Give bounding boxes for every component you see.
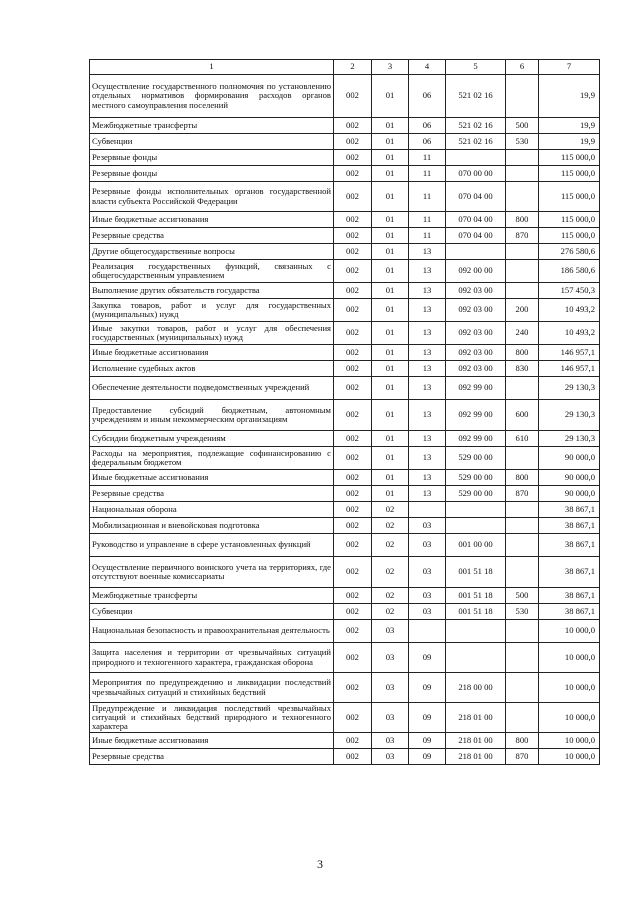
target-article-cell: 092 99 00 bbox=[446, 400, 506, 431]
code-cell: 002 bbox=[334, 322, 372, 345]
amount-cell: 10 000,0 bbox=[539, 620, 600, 643]
amount-cell: 115 000,0 bbox=[539, 228, 600, 244]
amount-cell: 10 493,2 bbox=[539, 322, 600, 345]
row-name-cell: Иные бюджетные ассигнования bbox=[90, 733, 334, 749]
amount-cell: 10 493,2 bbox=[539, 299, 600, 322]
row-name-cell: Исполнение судебных актов bbox=[90, 361, 334, 377]
table-row bbox=[90, 361, 600, 377]
subsection-cell: 13 bbox=[409, 377, 446, 400]
amount-cell: 146 957,1 bbox=[539, 361, 600, 377]
code-cell: 002 bbox=[334, 733, 372, 749]
column-header: 6 bbox=[506, 60, 539, 75]
row-name-cell: Резервные средства bbox=[90, 486, 334, 502]
target-article-cell: 218 01 00 bbox=[446, 733, 506, 749]
expense-type-cell bbox=[506, 703, 539, 733]
section-cell: 01 bbox=[372, 118, 409, 134]
amount-cell: 10 000,0 bbox=[539, 733, 600, 749]
column-header: 1 bbox=[90, 60, 334, 75]
subsection-cell: 09 bbox=[409, 733, 446, 749]
target-article-cell: 092 00 00 bbox=[446, 260, 506, 283]
target-article-cell: 218 01 00 bbox=[446, 703, 506, 733]
target-article-cell: 070 04 00 bbox=[446, 228, 506, 244]
row-name-cell: Субсидии бюджетным учреждениям bbox=[90, 431, 334, 447]
target-article-cell bbox=[446, 620, 506, 643]
code-cell: 002 bbox=[334, 620, 372, 643]
amount-cell: 10 000,0 bbox=[539, 703, 600, 733]
expense-type-cell: 530 bbox=[506, 604, 539, 620]
code-cell: 002 bbox=[334, 749, 372, 765]
row-name-cell: Иные бюджетные ассигнования bbox=[90, 212, 334, 228]
code-cell: 002 bbox=[334, 182, 372, 212]
expense-type-cell: 200 bbox=[506, 299, 539, 322]
amount-cell: 38 867,1 bbox=[539, 557, 600, 588]
row-name-cell: Субвенции bbox=[90, 604, 334, 620]
target-article-cell: 092 99 00 bbox=[446, 431, 506, 447]
column-header: 3 bbox=[372, 60, 409, 75]
column-header: 5 bbox=[446, 60, 506, 75]
column-header: 2 bbox=[334, 60, 372, 75]
target-article-cell: 529 00 00 bbox=[446, 447, 506, 470]
code-cell: 002 bbox=[334, 557, 372, 588]
amount-cell: 29 130,3 bbox=[539, 400, 600, 431]
subsection-cell: 13 bbox=[409, 260, 446, 283]
column-header: 4 bbox=[409, 60, 446, 75]
amount-cell: 29 130,3 bbox=[539, 431, 600, 447]
table-row bbox=[90, 431, 600, 447]
table-row bbox=[90, 620, 600, 643]
subsection-cell: 13 bbox=[409, 470, 446, 486]
section-cell: 01 bbox=[372, 470, 409, 486]
row-name-cell: Мероприятия по предупреждению и ликвидации последствий чрезвычайных ситуаций и стихийных бедствий bbox=[90, 673, 334, 703]
row-name-cell: Резервные средства bbox=[90, 228, 334, 244]
code-cell: 002 bbox=[334, 604, 372, 620]
row-name-cell: Резервные средства bbox=[90, 749, 334, 765]
code-cell: 002 bbox=[334, 400, 372, 431]
row-name-cell: Расходы на мероприятия, подлежащие софинансированию с федеральным бюджетом bbox=[90, 447, 334, 470]
table-row bbox=[90, 322, 600, 345]
row-name-cell: Резервные фонды исполнительных органов государственной власти субъекта Российской Федерации bbox=[90, 182, 334, 212]
code-cell: 002 bbox=[334, 212, 372, 228]
subsection-cell: 13 bbox=[409, 400, 446, 431]
expense-type-cell: 800 bbox=[506, 470, 539, 486]
section-cell: 03 bbox=[372, 620, 409, 643]
amount-cell: 146 957,1 bbox=[539, 345, 600, 361]
target-article-cell bbox=[446, 150, 506, 166]
section-cell: 01 bbox=[372, 486, 409, 502]
target-article-cell: 092 99 00 bbox=[446, 377, 506, 400]
amount-cell: 10 000,0 bbox=[539, 643, 600, 673]
section-cell: 01 bbox=[372, 377, 409, 400]
expense-type-cell bbox=[506, 283, 539, 299]
section-cell: 01 bbox=[372, 75, 409, 118]
expense-type-cell bbox=[506, 75, 539, 118]
table-row bbox=[90, 377, 600, 400]
amount-cell: 19,9 bbox=[539, 134, 600, 150]
table-row bbox=[90, 604, 600, 620]
code-cell: 002 bbox=[334, 75, 372, 118]
expense-type-cell bbox=[506, 244, 539, 260]
amount-cell: 115 000,0 bbox=[539, 166, 600, 182]
section-cell: 01 bbox=[372, 134, 409, 150]
table-row bbox=[90, 643, 600, 673]
expense-type-cell bbox=[506, 502, 539, 518]
code-cell: 002 bbox=[334, 534, 372, 557]
expense-type-cell: 240 bbox=[506, 322, 539, 345]
subsection-cell: 03 bbox=[409, 588, 446, 604]
code-cell: 002 bbox=[334, 361, 372, 377]
subsection-cell: 09 bbox=[409, 703, 446, 733]
table-header-row bbox=[90, 60, 600, 75]
row-name-cell: Предупреждение и ликвидация последствий чрезвычайных ситуаций и стихийных бедствий природного и техногенного характера bbox=[90, 703, 334, 733]
expense-type-cell: 500 bbox=[506, 588, 539, 604]
section-cell: 02 bbox=[372, 604, 409, 620]
section-cell: 03 bbox=[372, 733, 409, 749]
section-cell: 01 bbox=[372, 431, 409, 447]
subsection-cell: 03 bbox=[409, 534, 446, 557]
subsection-cell: 11 bbox=[409, 212, 446, 228]
row-name-cell: Реализация государственных функций, связанных с общегосударственным управлением bbox=[90, 260, 334, 283]
table-row bbox=[90, 486, 600, 502]
amount-cell: 38 867,1 bbox=[539, 502, 600, 518]
target-article-cell: 092 03 00 bbox=[446, 299, 506, 322]
row-name-cell: Мобилизационная и вневойсковая подготовка bbox=[90, 518, 334, 534]
target-article-cell: 529 00 00 bbox=[446, 470, 506, 486]
section-cell: 01 bbox=[372, 400, 409, 431]
target-article-cell: 529 00 00 bbox=[446, 486, 506, 502]
target-article-cell: 070 04 00 bbox=[446, 182, 506, 212]
amount-cell: 90 000,0 bbox=[539, 447, 600, 470]
expense-type-cell bbox=[506, 643, 539, 673]
target-article-cell: 521 02 16 bbox=[446, 134, 506, 150]
table-row bbox=[90, 470, 600, 486]
subsection-cell: 06 bbox=[409, 118, 446, 134]
expense-type-cell bbox=[506, 557, 539, 588]
target-article-cell: 070 04 00 bbox=[446, 212, 506, 228]
table-row bbox=[90, 150, 600, 166]
table-row bbox=[90, 733, 600, 749]
code-cell: 002 bbox=[334, 166, 372, 182]
table-row bbox=[90, 345, 600, 361]
target-article-cell bbox=[446, 244, 506, 260]
section-cell: 01 bbox=[372, 345, 409, 361]
subsection-cell: 09 bbox=[409, 673, 446, 703]
target-article-cell: 521 02 16 bbox=[446, 118, 506, 134]
expense-type-cell bbox=[506, 447, 539, 470]
amount-cell: 115 000,0 bbox=[539, 212, 600, 228]
section-cell: 01 bbox=[372, 299, 409, 322]
row-name-cell: Межбюджетные трансферты bbox=[90, 588, 334, 604]
row-name-cell: Выполнение других обязательств государства bbox=[90, 283, 334, 299]
section-cell: 01 bbox=[372, 228, 409, 244]
row-name-cell: Другие общегосударственные вопросы bbox=[90, 244, 334, 260]
amount-cell: 115 000,0 bbox=[539, 150, 600, 166]
amount-cell: 38 867,1 bbox=[539, 534, 600, 557]
subsection-cell: 09 bbox=[409, 749, 446, 765]
table-row bbox=[90, 703, 600, 733]
section-cell: 01 bbox=[372, 447, 409, 470]
amount-cell: 38 867,1 bbox=[539, 604, 600, 620]
table-row bbox=[90, 588, 600, 604]
code-cell: 002 bbox=[334, 345, 372, 361]
target-article-cell: 092 03 00 bbox=[446, 345, 506, 361]
row-name-cell: Иные бюджетные ассигнования bbox=[90, 345, 334, 361]
row-name-cell: Национальная безопасность и правоохранительная деятельность bbox=[90, 620, 334, 643]
section-cell: 02 bbox=[372, 534, 409, 557]
code-cell: 002 bbox=[334, 518, 372, 534]
section-cell: 01 bbox=[372, 260, 409, 283]
expense-type-cell: 800 bbox=[506, 212, 539, 228]
code-cell: 002 bbox=[334, 260, 372, 283]
target-article-cell: 001 51 18 bbox=[446, 557, 506, 588]
row-name-cell: Межбюджетные трансферты bbox=[90, 118, 334, 134]
amount-cell: 19,9 bbox=[539, 75, 600, 118]
amount-cell: 90 000,0 bbox=[539, 470, 600, 486]
target-article-cell: 092 03 00 bbox=[446, 283, 506, 299]
code-cell: 002 bbox=[334, 431, 372, 447]
amount-cell: 186 580,6 bbox=[539, 260, 600, 283]
table-row bbox=[90, 400, 600, 431]
section-cell: 03 bbox=[372, 703, 409, 733]
subsection-cell: 13 bbox=[409, 322, 446, 345]
amount-cell: 29 130,3 bbox=[539, 377, 600, 400]
expense-type-cell: 500 bbox=[506, 118, 539, 134]
expense-type-cell: 870 bbox=[506, 486, 539, 502]
code-cell: 002 bbox=[334, 673, 372, 703]
table-row bbox=[90, 166, 600, 182]
code-cell: 002 bbox=[334, 447, 372, 470]
row-name-cell: Защита населения и территории от чрезвычайных ситуаций природного и техногенного характера, гражданская оборона bbox=[90, 643, 334, 673]
code-cell: 002 bbox=[334, 244, 372, 260]
subsection-cell bbox=[409, 502, 446, 518]
subsection-cell: 09 bbox=[409, 643, 446, 673]
expense-type-cell: 600 bbox=[506, 400, 539, 431]
target-article-cell bbox=[446, 518, 506, 534]
target-article-cell: 001 51 18 bbox=[446, 604, 506, 620]
amount-cell: 276 580,6 bbox=[539, 244, 600, 260]
amount-cell: 38 867,1 bbox=[539, 518, 600, 534]
expense-type-cell: 610 bbox=[506, 431, 539, 447]
section-cell: 03 bbox=[372, 749, 409, 765]
section-cell: 02 bbox=[372, 518, 409, 534]
amount-cell: 10 000,0 bbox=[539, 673, 600, 703]
section-cell: 01 bbox=[372, 361, 409, 377]
expense-type-cell bbox=[506, 534, 539, 557]
code-cell: 002 bbox=[334, 502, 372, 518]
expense-type-cell bbox=[506, 260, 539, 283]
row-name-cell: Резервные фонды bbox=[90, 150, 334, 166]
target-article-cell bbox=[446, 502, 506, 518]
section-cell: 01 bbox=[372, 322, 409, 345]
section-cell: 02 bbox=[372, 557, 409, 588]
subsection-cell: 11 bbox=[409, 166, 446, 182]
target-article-cell: 070 00 00 bbox=[446, 166, 506, 182]
section-cell: 01 bbox=[372, 283, 409, 299]
subsection-cell: 03 bbox=[409, 557, 446, 588]
table-row bbox=[90, 749, 600, 765]
subsection-cell: 11 bbox=[409, 150, 446, 166]
row-name-cell: Резервные фонды bbox=[90, 166, 334, 182]
expense-type-cell bbox=[506, 166, 539, 182]
table-row bbox=[90, 557, 600, 588]
section-cell: 01 bbox=[372, 150, 409, 166]
code-cell: 002 bbox=[334, 486, 372, 502]
column-header: 7 bbox=[539, 60, 600, 75]
expense-type-cell bbox=[506, 182, 539, 212]
expense-type-cell: 870 bbox=[506, 749, 539, 765]
row-name-cell: Осуществление государственного полномочия по установлению отдельных нормативов формирования расходов органов местного самоуправления поселений bbox=[90, 75, 334, 118]
target-article-cell: 218 01 00 bbox=[446, 749, 506, 765]
code-cell: 002 bbox=[334, 228, 372, 244]
target-article-cell: 092 03 00 bbox=[446, 322, 506, 345]
table-row bbox=[90, 212, 600, 228]
subsection-cell bbox=[409, 620, 446, 643]
amount-cell: 19,9 bbox=[539, 118, 600, 134]
row-name-cell: Национальная оборона bbox=[90, 502, 334, 518]
code-cell: 002 bbox=[334, 703, 372, 733]
amount-cell: 10 000,0 bbox=[539, 749, 600, 765]
table-row bbox=[90, 228, 600, 244]
subsection-cell: 13 bbox=[409, 299, 446, 322]
subsection-cell: 13 bbox=[409, 447, 446, 470]
target-article-cell: 521 02 16 bbox=[446, 75, 506, 118]
subsection-cell: 13 bbox=[409, 244, 446, 260]
section-cell: 01 bbox=[372, 244, 409, 260]
expense-type-cell: 830 bbox=[506, 361, 539, 377]
expense-type-cell: 800 bbox=[506, 345, 539, 361]
subsection-cell: 11 bbox=[409, 182, 446, 212]
amount-cell: 157 450,3 bbox=[539, 283, 600, 299]
row-name-cell: Закупка товаров, работ и услуг для государственных (муниципальных) нужд bbox=[90, 299, 334, 322]
row-name-cell: Руководство и управление в сфере установленных функций bbox=[90, 534, 334, 557]
table-row bbox=[90, 299, 600, 322]
section-cell: 02 bbox=[372, 502, 409, 518]
expense-type-cell bbox=[506, 673, 539, 703]
amount-cell: 38 867,1 bbox=[539, 588, 600, 604]
table-row bbox=[90, 534, 600, 557]
row-name-cell: Иные закупки товаров, работ и услуг для обеспечения государственных (муниципальных) нужд bbox=[90, 322, 334, 345]
row-name-cell: Обеспечение деятельности подведомственных учреждений bbox=[90, 377, 334, 400]
code-cell: 002 bbox=[334, 377, 372, 400]
table-row bbox=[90, 283, 600, 299]
table-row bbox=[90, 673, 600, 703]
budget-table-body bbox=[90, 60, 600, 765]
target-article-cell: 001 00 00 bbox=[446, 534, 506, 557]
section-cell: 01 bbox=[372, 182, 409, 212]
expense-type-cell: 870 bbox=[506, 228, 539, 244]
budget-table bbox=[89, 59, 600, 765]
table-row bbox=[90, 502, 600, 518]
target-article-cell: 092 03 00 bbox=[446, 361, 506, 377]
code-cell: 002 bbox=[334, 283, 372, 299]
row-name-cell: Иные бюджетные ассигнования bbox=[90, 470, 334, 486]
table-row bbox=[90, 75, 600, 118]
expense-type-cell: 800 bbox=[506, 733, 539, 749]
subsection-cell: 13 bbox=[409, 431, 446, 447]
subsection-cell: 03 bbox=[409, 518, 446, 534]
section-cell: 01 bbox=[372, 166, 409, 182]
section-cell: 02 bbox=[372, 588, 409, 604]
subsection-cell: 11 bbox=[409, 228, 446, 244]
subsection-cell: 06 bbox=[409, 134, 446, 150]
target-article-cell bbox=[446, 643, 506, 673]
code-cell: 002 bbox=[334, 470, 372, 486]
table-row bbox=[90, 244, 600, 260]
target-article-cell: 001 51 18 bbox=[446, 588, 506, 604]
code-cell: 002 bbox=[334, 299, 372, 322]
target-article-cell: 218 00 00 bbox=[446, 673, 506, 703]
section-cell: 03 bbox=[372, 673, 409, 703]
code-cell: 002 bbox=[334, 588, 372, 604]
amount-cell: 115 000,0 bbox=[539, 182, 600, 212]
row-name-cell: Субвенции bbox=[90, 134, 334, 150]
subsection-cell: 13 bbox=[409, 486, 446, 502]
row-name-cell: Предоставление субсидий бюджетным, автономным учреждениям и иным некоммерческим организациям bbox=[90, 400, 334, 431]
section-cell: 01 bbox=[372, 212, 409, 228]
code-cell: 002 bbox=[334, 150, 372, 166]
expense-type-cell bbox=[506, 518, 539, 534]
subsection-cell: 03 bbox=[409, 604, 446, 620]
subsection-cell: 13 bbox=[409, 283, 446, 299]
table-row bbox=[90, 260, 600, 283]
subsection-cell: 13 bbox=[409, 361, 446, 377]
expense-type-cell: 530 bbox=[506, 134, 539, 150]
table-row bbox=[90, 118, 600, 134]
code-cell: 002 bbox=[334, 134, 372, 150]
row-name-cell: Осуществление первичного воинского учета на территориях, где отсутствуют военные комиссариаты bbox=[90, 557, 334, 588]
table-row bbox=[90, 182, 600, 212]
table-row bbox=[90, 447, 600, 470]
amount-cell: 90 000,0 bbox=[539, 486, 600, 502]
table-row bbox=[90, 134, 600, 150]
table-row bbox=[90, 518, 600, 534]
subsection-cell: 06 bbox=[409, 75, 446, 118]
subsection-cell: 13 bbox=[409, 345, 446, 361]
page-number: 3 bbox=[317, 857, 323, 871]
code-cell: 002 bbox=[334, 643, 372, 673]
section-cell: 03 bbox=[372, 643, 409, 673]
code-cell: 002 bbox=[334, 118, 372, 134]
expense-type-cell bbox=[506, 150, 539, 166]
expense-type-cell bbox=[506, 377, 539, 400]
expense-type-cell bbox=[506, 620, 539, 643]
